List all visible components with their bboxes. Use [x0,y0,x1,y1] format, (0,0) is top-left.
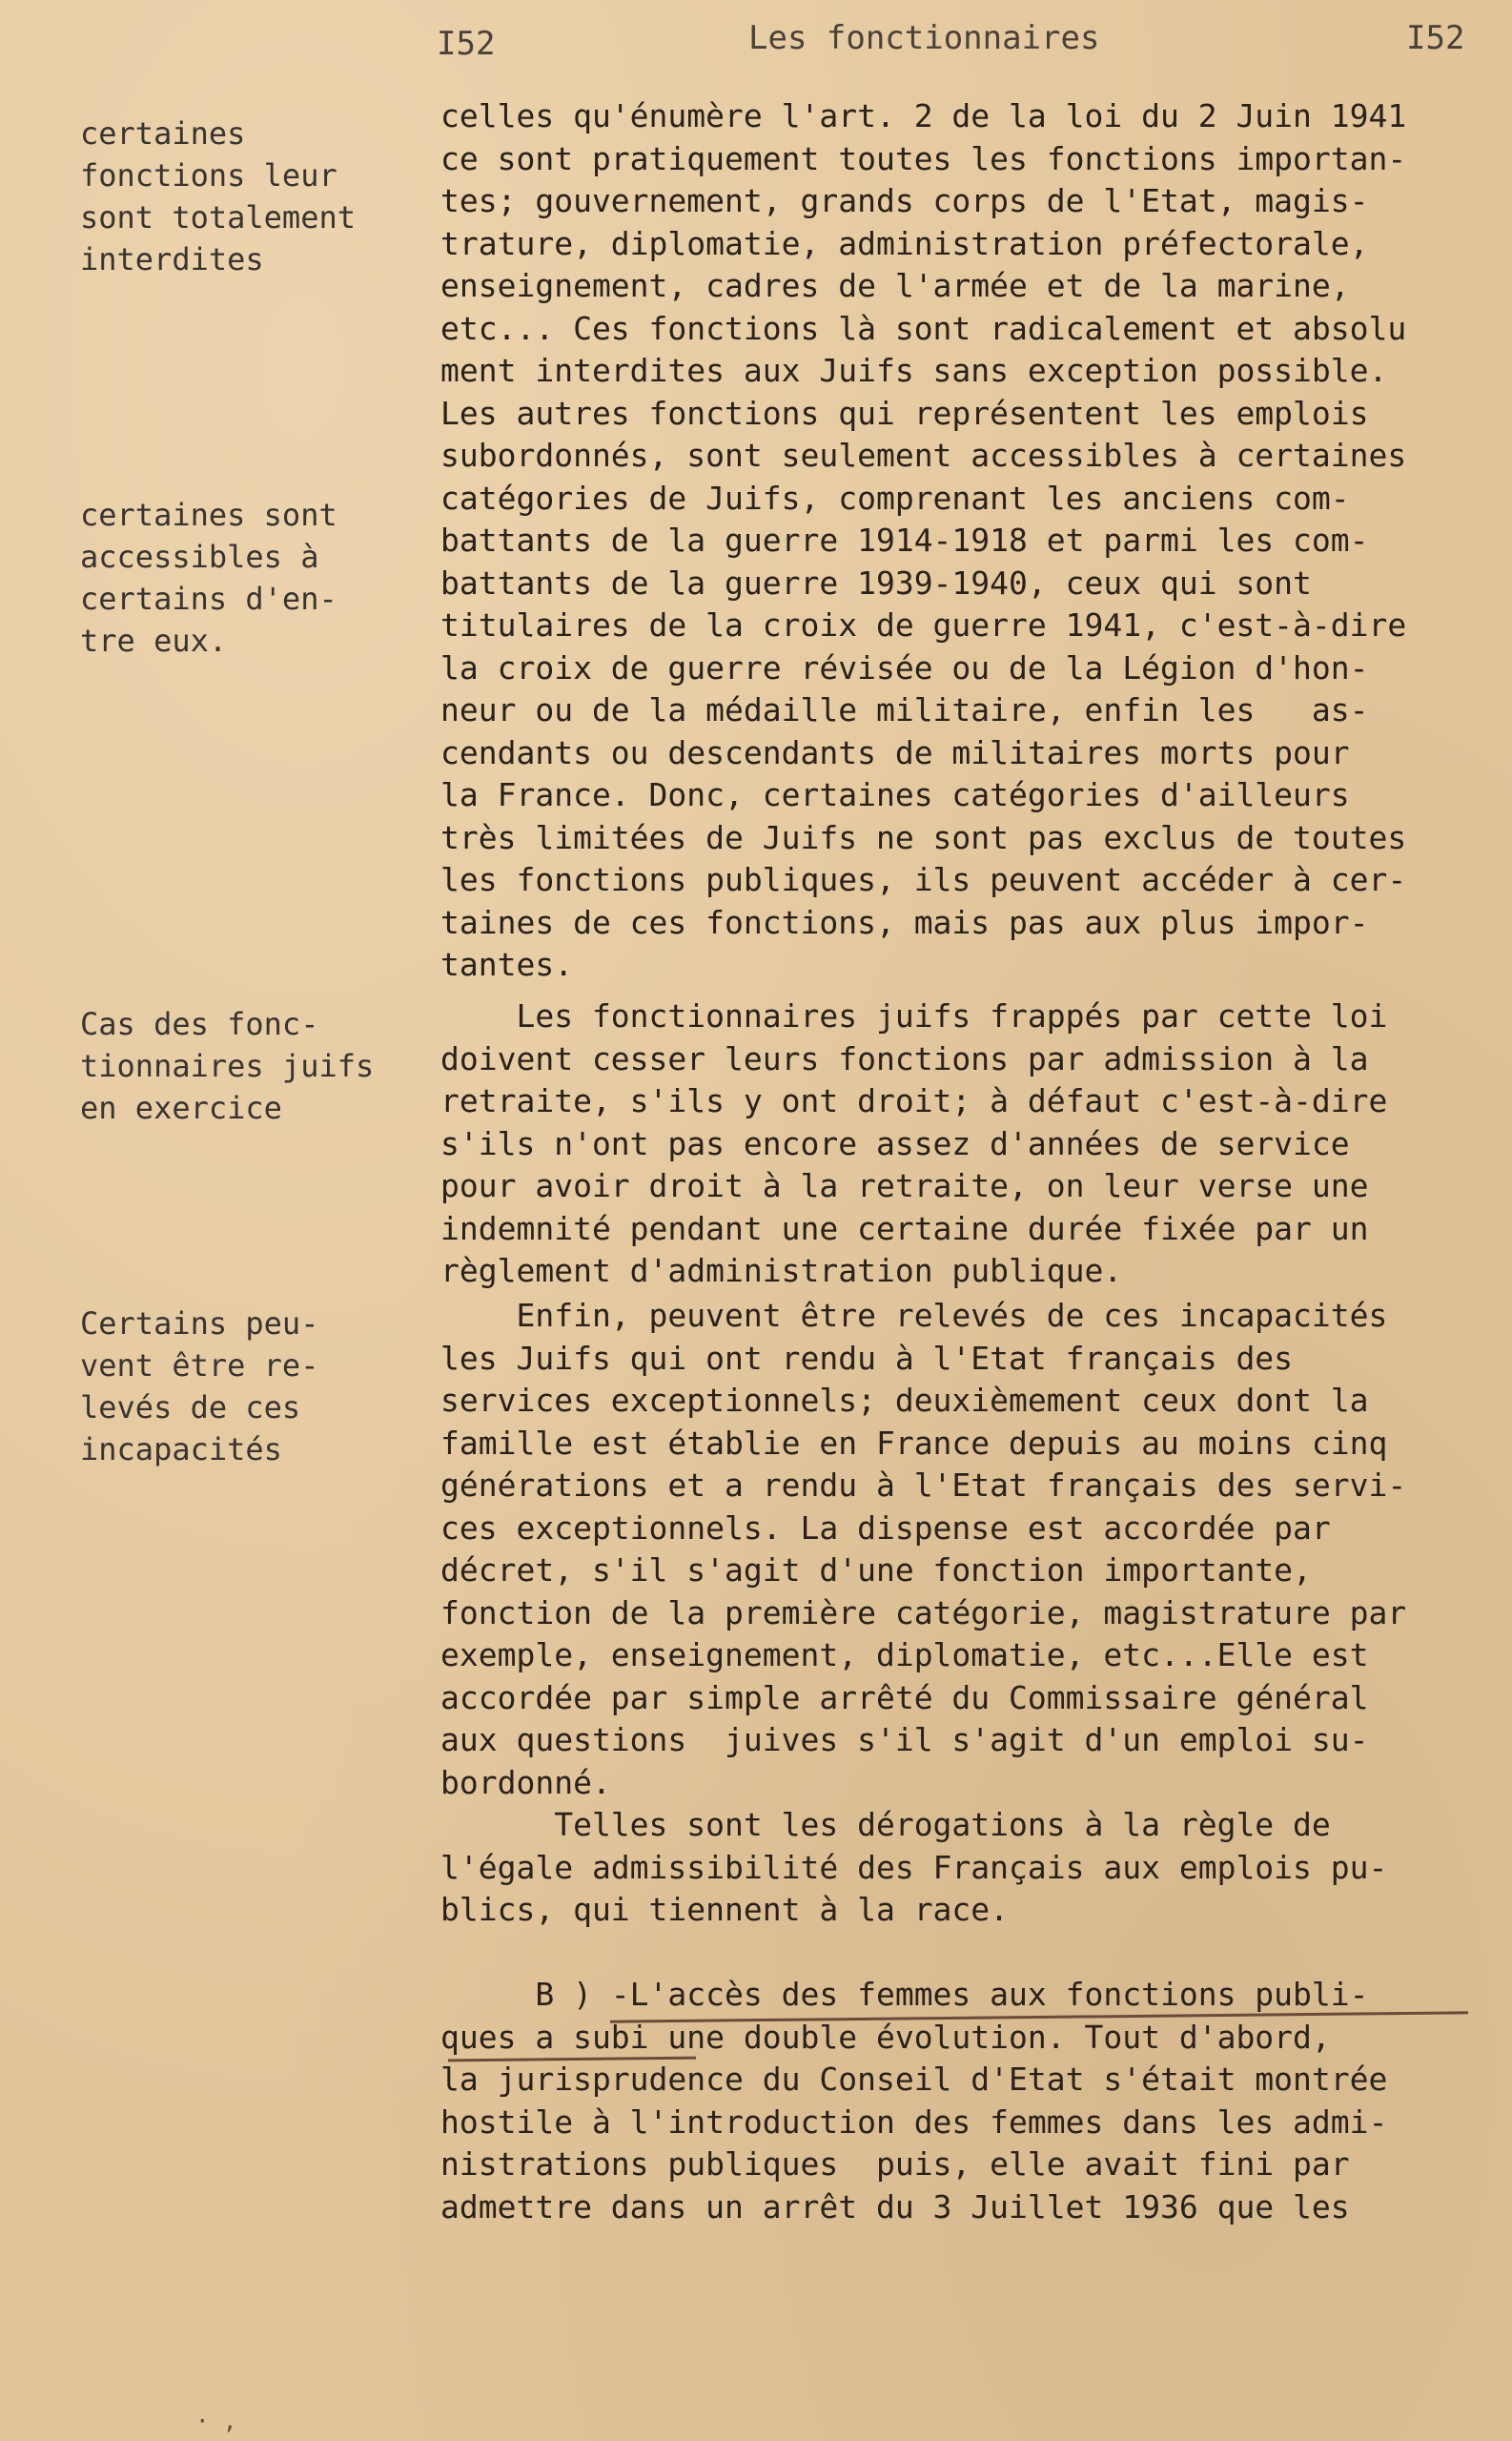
margin-note-releves: Certains peu- vent être re- levés de ces incapacités [80,1305,319,1467]
paragraph-fonctions-interdites: celles qu'énumère l'art. 2 de la loi du 2 Juin 1941 ce sont pratiquement toutes les fonctions importan- tes; gouvernement, grands corps de l'Etat, magis- trature, diplomatie, administration préfectorale, enseignement, cadres de l'armée et de la marine, etc... Ces fonctions là sont radicalement et absolu ment interdites aux Juifs sans exception possible. Les autres fonctions qui représentent les emplois subordonnés, sont seulement accessibles à certaines catégories de Juifs, comprenant les anciens com- battants de la guerre 1914-1918 et parmi les com- battants de la guerre 1939-1940, ceux qui sont titulaires de la croix de guerre 1941, c'est-à-dire la croix de guerre révisée ou de la Légion d'hon- neur ou de la médaille militaire, enfin les as- cendants ou descendants de militaires morts pour la France. Donc, certaines catégories d'ailleurs très limitées de Juifs ne sont pas exclus de toutes les fonctions publiques, ils peuvent accéder à cer- taines de ces fonctions, mais pas aux plus impor- tantes. [440,97,1407,983]
paragraph-acces-femmes: B ) -L'accès des femmes aux fonctions publi- ques a subi une double évolution. Tout d'abord, la jurisprudence du Conseil d'Etat s'était montrée hostile à l'introduction des femmes dans les admi- nistrations publiques puis, elle avait fini par admettre dans un arrêt du 3 Juillet 1936 que les [440,1976,1388,2226]
page-number-left: I52 [437,25,496,63]
margin-note-interdites: certaines fonctions leur sont totalement interdites [80,115,356,277]
margin-note-fonctionnaires-juifs: Cas des fonc- tionnaires juifs en exercice [80,1006,375,1126]
paragraph-fonctionnaires-juifs: Les fonctionnaires juifs frappés par cette loi doivent cesser leurs fonctions par admission à la retraite, s'ils y ont droit; à défaut c'est-à-dire s'ils n'ont pas encore assez d'années de service pour avoir droit à la retraite, on leur verse une indemnité pendant une certaine durée fixée par un règlement d'administration publique. [440,997,1388,1289]
paragraph-derogations: Telles sont les dérogations à la règle de l'égale admissibilité des Français aux emplois pu- blics, qui tiennent à la race. [440,1806,1388,1928]
paper-mark: · , [195,2408,237,2434]
margin-note-accessibles: certaines sont accessibles à certains d'en- tre eux. [80,497,337,659]
running-title: Les fonctionnaires [748,19,1100,57]
page-number-right: I52 [1406,19,1465,57]
paragraph-releves-incapacites: Enfin, peuvent être relevés de ces incapacités les Juifs qui ont rendu à l'Etat français des services exceptionnels; deuxièmement ceux dont la famille est établie en France depuis au moins cinq générations et a rendu à l'Etat français des servi- ces exceptionnels. La dispense est accordée par décret, s'il s'agit d'une fonction importante, fonction de la première catégorie, magistrature par exemple, enseignement, diplomatie, etc...Elle est accordée par simple arrêté du Commissaire général aux questions juives s'il s'agit d'un emploi su- bordonné. [440,1297,1407,1801]
page-header [0,11,1512,69]
